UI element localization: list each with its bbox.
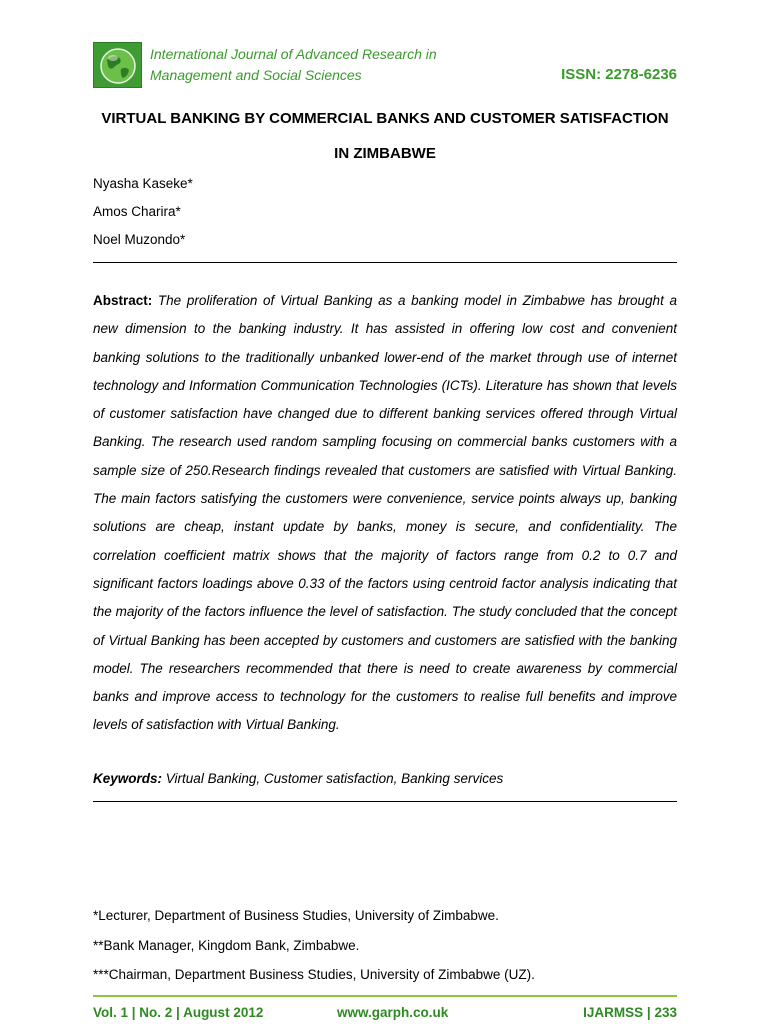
abstract-label: Abstract: [93, 293, 153, 308]
paper-title-line-1: VIRTUAL BANKING BY COMMERCIAL BANKS AND CUSTOMER SATISFACTION [101, 110, 669, 127]
keywords-label: Keywords: [93, 771, 163, 786]
footer-page-number: IJARMSS | 233 [583, 1005, 677, 1020]
globe-logo-icon [93, 42, 142, 88]
author-name: Noel Muzondo* [93, 232, 186, 247]
divider [93, 801, 677, 802]
keywords [93, 771, 677, 786]
journal-name-line-2: Management and Social Sciences [150, 67, 362, 83]
author-name: Amos Charira* [93, 204, 181, 219]
footer-volume: Vol. 1 | No. 2 | August 2012 [93, 1005, 264, 1020]
footnote: *Lecturer, Department of Business Studies, University of Zimbabwe. [93, 908, 499, 923]
keywords-text: Virtual Banking, Customer satisfaction, Banking services [165, 771, 504, 786]
author-name: Nyasha Kaseke* [93, 176, 193, 191]
divider [93, 262, 677, 263]
abstract-text: The proliferation of Virtual Banking as a banking model in Zimbabwe has brought a new dimension to the banking industry. It has assisted in offering low cost and convenient banking solutions to the traditionally unbanked lower-end of the market through use of internet technology and Information Communication Technologies (ICTs). Literature has shown that levels of customer satisfaction have changed due to different banking services offered through Virtual Banking. The research used random sampling focusing on commercial banks customers with a sample size of 250.Research findings revealed that customers are satisfied with Virtual Banking. The main factors satisfying the customers were convenience, service points always up, banking solutions are cheap, instant update by banks, money is secure, and confidentiality. The correlation coefficient matrix shows that the majority of factors range from 0.2 to 0.7 and significant factors loadings above 0.33 of the factors using centroid factor analysis indicating that the majority of the factors influence the level of satisfaction. The study concluded that the concept of Virtual Banking has been accepted by customers and customers are satisfied with the banking model. The researchers recommended that there is need to create awareness by commercial banks and improve access to technology for the customers to realise full benefits and improve levels of satisfaction with Virtual Banking. [93, 293, 677, 733]
issn-number: ISSN: 2278-6236 [561, 66, 677, 83]
footer-website-link[interactable]: www.garph.co.uk [337, 1005, 449, 1020]
abstract [93, 287, 677, 740]
footer-divider [93, 995, 677, 997]
paper-title-line-2: IN ZIMBABWE [334, 145, 436, 162]
footnote: ***Chairman, Department Business Studies, University of Zimbabwe (UZ). [93, 967, 535, 982]
journal-name-line-1: International Journal of Advanced Research in [150, 46, 437, 62]
journal-header [93, 42, 677, 90]
footnote: **Bank Manager, Kingdom Bank, Zimbabwe. [93, 938, 360, 953]
